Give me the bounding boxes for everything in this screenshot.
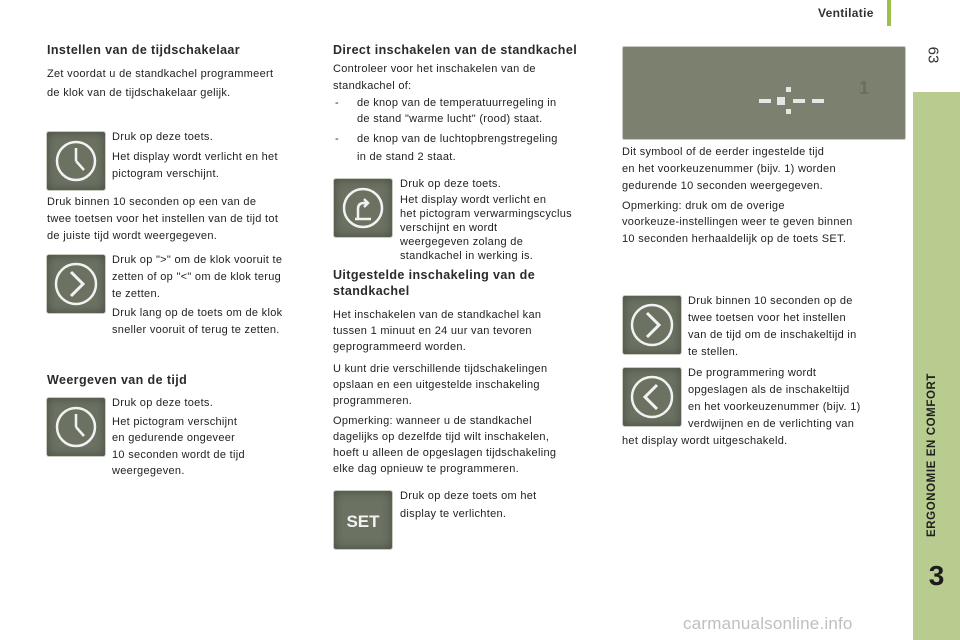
intro-line: Zet voordat u de standkachel programmeert [47,68,274,80]
chevron-right-icon [47,255,105,313]
set-text: display te verlichten. [400,508,507,520]
page-header-title: Ventilatie [818,6,874,20]
chevron-left-icon [623,368,681,426]
header-accent-bar [887,0,891,26]
display-text: Opmerking: druk om de overige [622,200,785,212]
arrow-instruction: zetten of op "<" om de klok terug [112,271,282,283]
intro-line: de klok van de tijdschakelaar gelijk. [47,87,231,99]
back-button[interactable] [622,367,682,427]
arrow-instruction: Druk op ">" om de klok vooruit te [112,254,283,266]
program-text: opgeslagen als de inschakeltijd [688,384,850,396]
program-text: het display wordt uitgeschakeld. [622,435,788,447]
display-text: Dit symbool of de eerder ingestelde tijd [622,146,825,158]
heating-icon [334,179,392,237]
bullet-item: de knop van de luchtopbrengstregeling [357,133,558,145]
display-text: voorkeuze-instellingen weer te geven binnen [622,216,853,228]
chapter-label-text: ERGONOMIE EN COMFORT [926,372,938,538]
heading-delayed-heating: standkachel [333,284,410,298]
watermark: carmanualsonline.info [683,614,853,633]
arrow-instruction: te zetten. [112,288,161,300]
arrow-instruction: sneller vooruit of terug te zetten. [112,324,280,336]
check-text: Controleer voor het inschakelen van de [333,63,536,75]
bullet-item: in de stand 2 staat. [357,151,456,163]
heading-set-timer: Instellen van de tijdschakelaar [47,43,241,57]
forward-button[interactable] [622,295,682,355]
program-text: van de tijd om de inschakeltijd in [688,329,857,341]
delayed-text: elke dag opnieuw te programmeren. [333,463,520,475]
program-text: en het voorkeuzenummer (bijv. 1) [688,401,861,413]
heading-show-time: Weergeven van de tijd [47,373,188,387]
svg-text:SET: SET [346,512,380,531]
heading-delayed-heating: Uitgestelde inschakeling van de [333,268,536,282]
heating-text: weergegeven zolang de [400,236,524,248]
heating-button[interactable] [333,178,393,238]
delayed-text: dagelijks op dezelfde tijd wilt inschakelen, [333,431,550,443]
program-text: te stellen. [688,346,739,358]
forward-button[interactable] [46,254,106,314]
delayed-text: Opmerking: wanneer u de standkachel [333,415,532,427]
page-number-text: 63 [924,46,942,64]
clock-button[interactable] [46,131,106,191]
set-time-text: de juiste tijd wordt weergegeven. [47,230,218,242]
show-time-text: weergegeven. [112,465,185,477]
show-time-text: 10 seconden wordt de tijd [112,449,245,461]
clock-instruction: pictogram verschijnt. [112,168,220,180]
heating-text: standkachel in werking is. [400,250,534,262]
heading-direct-heating: Direct inschakelen van de standkachel [333,43,578,57]
set-icon [334,491,392,549]
delayed-text: tussen 1 minuut en 24 uur van tevoren [333,325,532,337]
bullet-item: de knop van de temperatuurregeling in [357,97,557,109]
show-time-text: Het pictogram verschijnt [112,416,238,428]
delayed-text: U kunt drie verschillende tijdschakelingen [333,363,548,375]
display-symbol-icon [623,47,905,139]
heating-text: het pictogram verwarmingscyclus [400,208,572,220]
delayed-text: programmeren. [333,395,413,407]
clock-instruction: Druk op deze toets. [112,131,214,143]
program-text: verdwijnen en de verlichting van [688,418,855,430]
heating-text: Druk op deze toets. [400,178,502,190]
heating-text: Het display wordt verlicht en [400,194,547,206]
heating-text: verschijnt en wordt [400,222,498,234]
bullet-item: de stand "warme lucht" (rood) staat. [357,113,543,125]
program-text: twee toetsen voor het instellen [688,312,846,324]
heater-display [622,46,906,140]
chapter-number: 3 [928,560,945,591]
set-time-text: Druk binnen 10 seconden op een van de [47,196,257,208]
svg-text:1: 1 [859,78,870,98]
set-time-text: twee toetsen voor het instellen van de tijd tot [47,213,279,225]
arrow-instruction: Druk lang op de toets om de klok [112,307,283,319]
chevron-right-icon [623,296,681,354]
program-text: De programmering wordt [688,367,817,379]
clock-icon [47,398,105,456]
display-text: en het voorkeuzenummer (bijv. 1) worden [622,163,836,175]
bullet-marker: - [335,97,339,109]
clock-icon [47,132,105,190]
delayed-text: Het inschakelen van de standkachel kan [333,309,542,321]
check-text: standkachel of: [333,80,412,92]
bullet-marker: - [335,133,339,145]
show-time-text: en gedurende ongeveer [112,432,236,444]
page-number [918,40,948,70]
clock-instruction: Het display wordt verlicht en het [112,151,278,163]
show-time-text: Druk op deze toets. [112,397,214,409]
display-text: gedurende 10 seconden weergegeven. [622,180,824,192]
display-text: 10 seconden herhaaldelijk op de toets SET. [622,233,847,245]
set-button[interactable] [333,490,393,550]
program-text: Druk binnen 10 seconden op de [688,295,853,307]
set-text: Druk op deze toets om het [400,490,537,502]
clock-button[interactable] [46,397,106,457]
delayed-text: hoeft u alleen de opgeslagen tijdschakeling [333,447,557,459]
chapter-label [917,360,947,550]
delayed-text: geprogrammeerd worden. [333,341,467,353]
delayed-text: opslaan en een uitgestelde inschakeling [333,379,540,391]
